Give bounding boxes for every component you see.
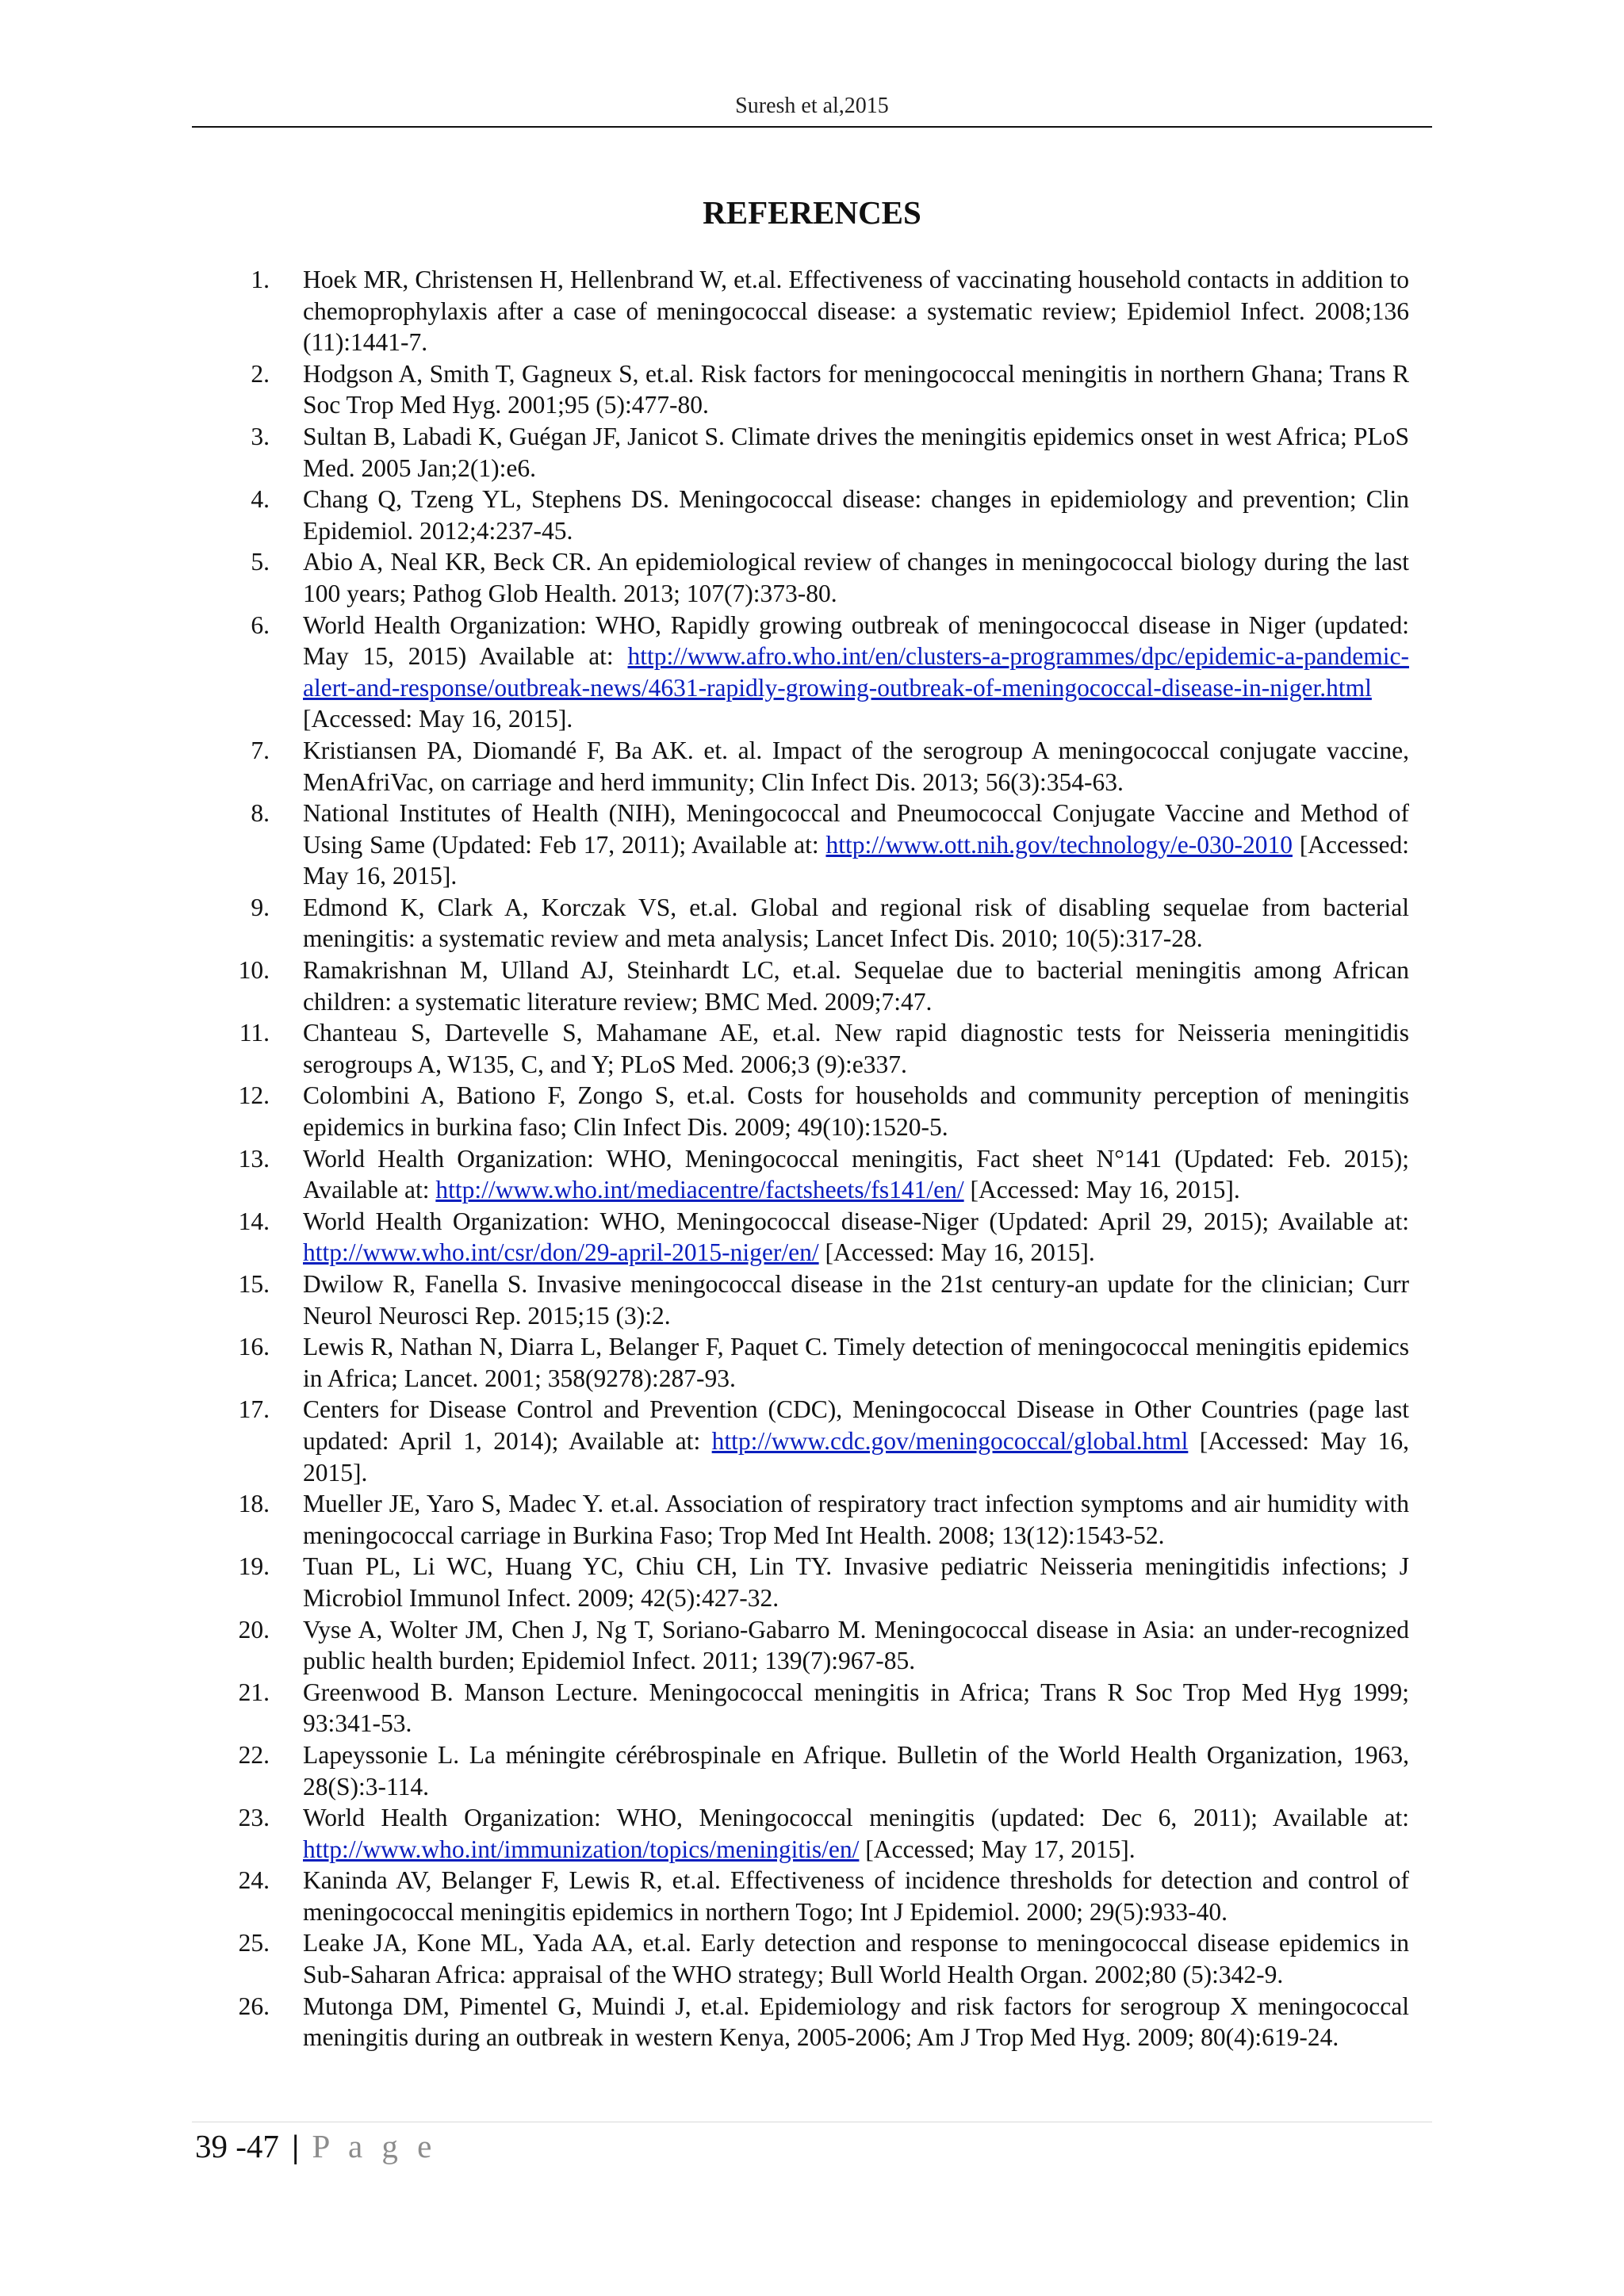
reference-segment: World Health Organization: WHO, Meningococcal meningitis, Fact sheet N°141 (Updated: Feb. 2015); Available at: (303, 1144, 1409, 1204)
reference-item (192, 1331, 1409, 1394)
reference-number: 21. (238, 1678, 270, 1706)
reference-segment: Dwilow R, Fanella S. Invasive meningococcal disease in the 21st century-an update for the clinician; Curr Neurol Neurosci Rep. 2015;15 (3):2. (303, 1270, 1409, 1330)
reference-link[interactable]: http://www.who.int/immunization/topics/meningitis/en/ (303, 1835, 860, 1863)
reference-number: 25. (238, 1929, 270, 1957)
reference-text (270, 1739, 1409, 1802)
reference-number: 13. (238, 1144, 270, 1173)
reference-number: 19. (238, 1552, 270, 1581)
reference-text (270, 1080, 1409, 1142)
reference-number: 16. (238, 1333, 270, 1361)
reference-segment: [Accessed: May 16, 2015]. (303, 705, 573, 733)
reference-item (192, 1927, 1409, 1990)
reference-segment: [Accessed: May 16, 2015]. (303, 1426, 1409, 1487)
reference-item (192, 1488, 1409, 1551)
reference-text (270, 484, 1409, 546)
reference-link[interactable]: http://www.afro.who.int/en/clusters-a-programmes/dpc/epidemic-a-pandemic-alert-and-response/outbreak-news/4631-rapidly-growing-outbreak-of-meningococcal-disease-in-niger.html (303, 642, 1409, 702)
page-footer (195, 2127, 437, 2165)
reference-item (192, 484, 1409, 546)
reference-text (270, 735, 1409, 798)
page-range: 39 -47 (195, 2128, 279, 2164)
reference-number: 4. (251, 485, 270, 514)
reference-text (270, 1677, 1409, 1739)
reference-segment: Mutonga DM, Pimentel G, Muindi J, et.al. Epidemiology and risk factors for serogroup X meningococcal meningitis during an outbreak in western Kenya, 2005-2006; Am J Trop Med Hyg. 2009; 80(4):619-24. (303, 1992, 1409, 2052)
reference-text (270, 1488, 1409, 1551)
reference-text (270, 1331, 1409, 1394)
reference-number: 8. (251, 799, 270, 828)
reference-number: 22. (238, 1740, 270, 1769)
reference-text (270, 1017, 1409, 1080)
reference-text (270, 1927, 1409, 1990)
reference-number: 15. (238, 1270, 270, 1298)
reference-text (270, 546, 1409, 609)
reference-number: 3. (251, 422, 270, 450)
reference-number: 5. (251, 548, 270, 576)
reference-text (270, 358, 1409, 421)
reference-text (270, 1614, 1409, 1677)
reference-segment: Chang Q, Tzeng YL, Stephens DS. Meningococcal disease: changes in epidemiology and prevention; Clin Epidemiol. 2012;4:237-45. (303, 485, 1409, 545)
reference-number: 18. (238, 1490, 270, 1518)
reference-text (270, 421, 1409, 484)
reference-segment: Lapeyssonie L. La méningite cérébrospinale en Afrique. Bulletin of the World Health Organization, 1963, 28(S):3-114. (303, 1740, 1409, 1800)
reference-item (192, 1017, 1409, 1080)
reference-number: 23. (238, 1804, 270, 1832)
reference-number: 14. (238, 1207, 270, 1235)
reference-segment: Tuan PL, Li WC, Huang YC, Chiu CH, Lin TY. Invasive pediatric Neisseria meningitidis infections; J Microbiol Immunol Infect. 2009; 42(5):427-32. (303, 1552, 1409, 1612)
reference-segment: Centers for Disease Control and Prevention (CDC), Meningococcal Disease in Other Countries (page last updated: April 1, 2014); Available at: (303, 1395, 1409, 1455)
reference-item (192, 955, 1409, 1017)
reference-item (192, 1143, 1409, 1206)
reference-number: 1. (251, 266, 270, 293)
reference-item (192, 264, 1409, 358)
page-label: P a g e (312, 2128, 438, 2164)
running-header: Suresh et al,2015 (735, 94, 889, 118)
reference-text (270, 1269, 1409, 1331)
reference-item (192, 1802, 1409, 1865)
reference-number: 9. (251, 893, 270, 921)
reference-segment: Ramakrishnan M, Ulland AJ, Steinhardt LC, et.al. Sequelae due to bacterial meningitis among African children: a systematic literature review; BMC Med. 2009;7:47. (303, 956, 1409, 1016)
reference-item (192, 1269, 1409, 1331)
reference-segment: Lewis R, Nathan N, Diarra L, Belanger F, Paquet C. Timely detection of meningococcal meningitis epidemics in Africa; Lancet. 2001; 358(9278):287-93. (303, 1333, 1409, 1392)
reference-segment: Colombini A, Bationo F, Zongo S, et.al. Costs for households and community perception of meningitis epidemics in burkina faso; Clin Infect Dis. 2009; 49(10):1520-5. (303, 1081, 1409, 1142)
reference-item (192, 1677, 1409, 1739)
reference-text (270, 1802, 1409, 1865)
footer-separator: | (292, 2128, 300, 2164)
reference-link[interactable]: http://www.who.int/csr/don/29-april-2015-niger/en/ (303, 1238, 819, 1267)
reference-link[interactable]: http://www.ott.nih.gov/technology/e-030-2010 (825, 830, 1293, 859)
reference-link[interactable]: http://www.who.int/mediacentre/factsheets/fs141/en/ (435, 1176, 964, 1204)
reference-segment: Chanteau S, Dartevelle S, Mahamane AE, et.al. New rapid diagnostic tests for Neisseria meningitidis serogroups A, W135, C, and Y; PLoS Med. 2006;3 (9):e337. (303, 1019, 1409, 1078)
reference-segment: [Accessed: May 16, 2015]. (303, 830, 1410, 890)
reference-item (192, 358, 1409, 421)
reference-item (192, 1865, 1409, 1927)
reference-text (270, 1865, 1409, 1927)
reference-item (192, 421, 1409, 484)
reference-segment: [Accessed; May 17, 2015]. (859, 1835, 1136, 1863)
reference-number: 20. (238, 1615, 270, 1644)
reference-item (192, 1739, 1409, 1802)
reference-text (270, 892, 1409, 955)
reference-number: 2. (251, 359, 270, 388)
reference-text (270, 1551, 1409, 1613)
reference-segment: World Health Organization: WHO, Rapidly growing outbreak of meningococcal disease in Niger (updated: May 15, 2015) Available at: (303, 610, 1409, 671)
reference-number: 10. (238, 956, 270, 985)
reference-segment: Hoek MR, Christensen H, Hellenbrand W, et.al. Effectiveness of vaccinating household contacts in addition to chemoprophylaxis after a case of meningococcal disease: a systematic review; Epidemiol Infect. 2008;136 (11):1441-7. (303, 266, 1409, 357)
reference-text (270, 610, 1409, 735)
reference-segment: [Accessed: May 16, 2015]. (963, 1176, 1240, 1204)
reference-link[interactable]: http://www.cdc.gov/meningococcal/global.html (711, 1426, 1189, 1455)
reference-number: 11. (239, 1019, 270, 1047)
reference-item (192, 1614, 1409, 1677)
reference-item (192, 1394, 1409, 1488)
reference-item (192, 1080, 1409, 1142)
reference-segment: National Institutes of Health (NIH), Meningococcal and Pneumococcal Conjugate Vaccine and Method of Using Same (Updated: Feb 17, 2011); Available at: (303, 799, 1409, 859)
reference-segment: Hodgson A, Smith T, Gagneux S, et.al. Risk factors for meningococcal meningitis in northern Ghana; Trans R Soc Trop Med Hyg. 2001;95 (5):477-80. (303, 359, 1409, 419)
reference-item (192, 735, 1409, 798)
reference-segment: Kaninda AV, Belanger F, Lewis R, et.al. Effectiveness of incidence thresholds for detection and control of meningococcal meningitis epidemics in northern Togo; Int J Epidemiol. 2000; 29(5):933-40. (303, 1866, 1409, 1926)
reference-text (270, 1394, 1409, 1488)
section-title: REFERENCES (703, 194, 921, 231)
reference-item (192, 1206, 1409, 1269)
reference-segment: Kristiansen PA, Diomandé F, Ba AK. et. al. Impact of the serogroup A meningococcal conjugate vaccine, MenAfriVac, on carriage and herd immunity; Clin Infect Dis. 2013; 56(3):354-63. (303, 736, 1409, 796)
reference-segment: Greenwood B. Manson Lecture. Meningococcal meningitis in Africa; Trans R Soc Trop Med Hyg 1999; 93:341-53. (303, 1678, 1409, 1738)
reference-segment: Edmond K, Clark A, Korczak VS, et.al. Global and regional risk of disabling sequelae from bacterial meningitis: a systematic review and meta analysis; Lancet Infect Dis. 2010; 10(5):317-28. (303, 893, 1409, 953)
reference-number: 7. (251, 736, 270, 764)
reference-number: 17. (238, 1395, 270, 1424)
reference-segment: Leake JA, Kone ML, Yada AA, et.al. Early detection and response to meningococcal disease epidemics in Sub-Saharan Africa: appraisal of the WHO strategy; Bull World Health Organ. 2002;80 (5):342-9. (303, 1929, 1409, 1989)
reference-text (270, 1206, 1409, 1269)
reference-number: 6. (251, 610, 270, 639)
reference-segment: Mueller JE, Yaro S, Madec Y. et.al. Association of respiratory tract infection symptoms and air humidity with meningococcal carriage in Burkina Faso; Trop Med Int Health. 2008; 13(12):1543-52. (303, 1490, 1409, 1549)
reference-number: 26. (238, 1992, 270, 2020)
reference-text (270, 1143, 1409, 1206)
reference-number: 24. (238, 1866, 270, 1895)
reference-text (270, 1991, 1409, 2053)
reference-segment: Vyse A, Wolter JM, Chen J, Ng T, Soriano-Gabarro M. Meningococcal disease in Asia: an under-recognized public health burden; Epidemiol Infect. 2011; 139(7):967-85. (303, 1615, 1409, 1675)
header-divider (192, 126, 1432, 128)
reference-item (192, 892, 1409, 955)
reference-item (192, 1551, 1409, 1613)
reference-item (192, 610, 1409, 735)
reference-number: 12. (238, 1081, 270, 1110)
reference-text (270, 798, 1409, 892)
reference-segment: [Accessed: May 16, 2015]. (818, 1238, 1095, 1267)
reference-text (270, 955, 1409, 1017)
reference-segment: World Health Organization: WHO, Meningococcal disease-Niger (Updated: April 29, 2015); Available at: (303, 1207, 1409, 1235)
reference-list (192, 264, 1409, 2053)
reference-segment: Abio A, Neal KR, Beck CR. An epidemiological review of changes in meningococcal biology during the last 100 years; Pathog Glob Health. 2013; 107(7):373-80. (303, 548, 1409, 607)
reference-segment: World Health Organization: WHO, Meningococcal meningitis (updated: Dec 6, 2011); Available at: (303, 1804, 1409, 1832)
reference-item (192, 546, 1409, 609)
reference-segment: Sultan B, Labadi K, Guégan JF, Janicot S. Climate drives the meningitis epidemics onset in west Africa; PLoS Med. 2005 Jan;2(1):e6. (303, 422, 1409, 482)
reference-item (192, 1991, 1409, 2053)
reference-item (192, 798, 1409, 892)
reference-text (270, 264, 1409, 358)
